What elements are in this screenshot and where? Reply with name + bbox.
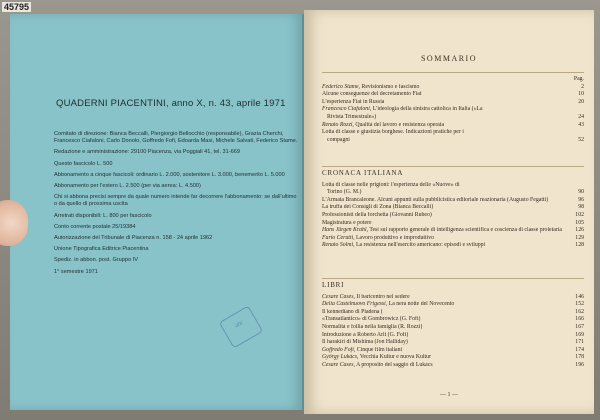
entry-author: Francesco Ciafaloni,	[322, 106, 372, 113]
entry-title: «Transatlantico» di Gombrowicz (G. Fofi)	[322, 316, 421, 323]
contents-entry	[322, 294, 584, 302]
entry-text	[322, 197, 566, 205]
entry-text	[322, 294, 566, 302]
divider	[322, 72, 584, 73]
imprint-line: Abbonamento per l'estero L. 2.500 (per via aerea: L. 4.500)	[54, 183, 201, 190]
imprint-line: Chi si abbona precisi sempre da quale numero intende far decorrere l'abbonamento: se dall'ultimo o da quello di prossima uscita	[54, 194, 297, 208]
entry-title: Vecchia Kultur e nuova Kultur	[358, 354, 431, 361]
entry-title: L'ideologia della sinistra cattolica in Italia («La	[371, 106, 483, 113]
entry-page: 52	[578, 136, 584, 143]
entry-text	[322, 309, 566, 317]
entry-text	[322, 235, 566, 243]
entry-title: Rivista Trimestrale»)	[327, 113, 377, 120]
entry-author: Renato Solmi,	[322, 242, 355, 249]
contents-entry	[322, 129, 584, 137]
entry-author: Renato Rozzi,	[322, 121, 354, 128]
contents-entry	[322, 324, 584, 332]
entry-title: Professionisti della forchetta (Giovanni Rubeo)	[322, 211, 432, 218]
contents-entry	[322, 347, 584, 355]
entry-text	[322, 129, 566, 137]
entry-title: Magistratura e potere	[322, 219, 372, 226]
entry-page: 171	[575, 339, 584, 346]
entry-author: Hans Jürgen Krahl,	[322, 227, 368, 234]
entry-text	[322, 316, 566, 324]
imprint-line: Abbonamento a cinque fascicoli: ordinario L. 2.000, sostenitore L. 3.000, benemerito L. 5.000	[54, 171, 285, 178]
entry-text	[322, 137, 566, 145]
imprint-line: Autorizzazione del Tribunale di Piacenza n. 158 - 24 aprile 1962	[54, 235, 213, 242]
entry-text	[322, 301, 566, 309]
entry-author: Delia Castelnuovo Frigessi,	[322, 301, 388, 308]
contents-entry	[322, 242, 584, 250]
entry-title: L'esperienza Fiat in Russia	[322, 98, 385, 105]
contents-entry	[322, 91, 584, 99]
entry-page: 105	[575, 219, 584, 226]
entry-page: 98	[578, 204, 584, 211]
entry-title: Tesi sul rapporto generale di intelligenza scientifica e coscienza di classe proletaria	[368, 227, 562, 234]
contents-entry	[322, 182, 584, 190]
contents-entry	[322, 227, 584, 235]
entry-text	[322, 114, 566, 122]
section-heading: CRONACA ITALIANA	[322, 169, 404, 177]
entry-title: Qualità del lavoro e resistenza operaia	[353, 121, 445, 128]
imprint-line: Arretrati disponibili: L. 800 per fascicolo	[54, 212, 152, 219]
contents-entry	[322, 301, 584, 309]
entry-page: 146	[575, 293, 584, 300]
back-cover-page	[10, 14, 304, 410]
entry-page: 43	[578, 121, 584, 128]
contents-page	[304, 10, 594, 414]
entry-page: 166	[575, 316, 584, 323]
imprint-block	[54, 131, 298, 280]
entry-title: Il kennediano di Piadena (	[322, 308, 383, 315]
entry-author: Cesare Cases,	[322, 293, 355, 300]
entry-page: 169	[575, 331, 584, 338]
entry-text	[322, 99, 566, 107]
entry-title: Cinque film italiani	[355, 346, 403, 353]
imprint-line: Redazione e amministrazione: 29100 Piacenza, via Poggiali 41, tel. 31-669	[54, 149, 240, 156]
entry-page: 129	[575, 234, 584, 241]
entry-page: 167	[575, 323, 584, 330]
entry-title: Lavoro produttivo e improduttivo	[354, 234, 435, 241]
entry-page: 102	[575, 211, 584, 218]
entry-author: Cesare Cases,	[322, 361, 355, 368]
imprint-line: Conto corrente postale 25/19384	[54, 223, 136, 230]
entry-text	[322, 122, 566, 130]
stamp-text: abc	[234, 319, 245, 330]
entry-page: 128	[575, 242, 584, 249]
entry-title: L'Armata Brancaleone. Alcuni appunti sulla pubblicistica editoriale reazionaria (Augusto Fegatti)	[322, 196, 549, 203]
contents-entry	[322, 235, 584, 243]
entry-page: 178	[575, 354, 584, 361]
entry-title: Il harakiri di Mishima (Jon Halliday)	[322, 339, 408, 346]
entry-page: 152	[575, 301, 584, 308]
journal-title: QUADERNI PIACENTINI, anno X, n. 43, aprile 1971	[56, 98, 286, 109]
entry-text	[322, 227, 566, 235]
entry-page: 126	[575, 227, 584, 234]
entry-author: Goffredo Fofi,	[322, 346, 356, 353]
imprint-line: Unione Tipografica Editrice Piacentina	[54, 246, 149, 253]
pag-header-row	[322, 76, 584, 84]
entry-title: A proposito del saggio di Lukács	[354, 361, 433, 368]
entry-text	[322, 354, 566, 362]
contents-section-main	[322, 76, 584, 144]
entry-page: 162	[575, 308, 584, 315]
contents-entry	[322, 137, 584, 145]
contents-entry	[322, 220, 584, 228]
section-heading: LIBRI	[322, 281, 345, 289]
contents-entry	[322, 339, 584, 347]
entry-title: Introduzione a Roberto Arlt (G. Fofi)	[322, 331, 409, 338]
contents-entry	[322, 122, 584, 130]
entry-text	[322, 347, 566, 355]
contents-entry	[322, 204, 584, 212]
pag-label: Pag.	[573, 76, 584, 82]
entry-page: 2	[581, 83, 584, 90]
contents-entry	[322, 309, 584, 317]
page-number: — 1 —	[440, 392, 458, 398]
imprint-line: Comitato di direzione: Bianca Beccalli, Piergiorgio Bellocchio (responsabile), Grazia Cherchi, Francesco Ciafaloni, Carlo Donolo, Goffredo Fofi, Edoarda Masi, Michele Salvati, Federico Stame.	[54, 131, 298, 145]
entry-text	[322, 332, 566, 340]
entry-title: La nera notte del Novecento	[387, 301, 455, 308]
entry-author: Furio Cerutti,	[322, 234, 355, 241]
lot-number-label: 45795	[4, 2, 30, 12]
contents-entry	[322, 114, 584, 122]
entry-author: Federico Stame,	[322, 83, 360, 90]
contents-entry	[322, 316, 584, 324]
entry-text	[322, 362, 566, 370]
entry-page: 24	[578, 113, 584, 120]
entry-title: Alcune conseguenze del decretamento Fiat	[322, 91, 422, 98]
entry-page: 20	[578, 98, 584, 105]
entry-text	[322, 212, 566, 220]
entry-text	[322, 220, 566, 228]
entry-text	[322, 106, 566, 114]
imprint-line: Spediz. in abbon. post. Gruppo IV	[54, 257, 138, 264]
entry-author: György Lukács,	[322, 354, 359, 361]
contents-entry	[322, 362, 584, 370]
entry-title: Lotta di classe e giustizia borghese. Indicazioni pratiche per i	[322, 129, 464, 136]
sommario-heading: SOMMARIO	[420, 54, 477, 63]
entry-text	[322, 204, 566, 212]
contents-entry	[322, 106, 584, 114]
entry-title: Revisionismo e fascismo	[360, 83, 420, 90]
contents-entry	[322, 332, 584, 340]
entry-title: La truffa dei Consigli di Zona (Bianca Beccalli)	[322, 204, 434, 211]
ink-stamp	[219, 306, 263, 349]
entry-text	[322, 189, 566, 197]
contents-entry	[322, 84, 584, 92]
contents-entry	[322, 212, 584, 220]
contents-section-cronaca	[322, 170, 584, 250]
entry-page: 90	[578, 189, 584, 196]
entry-page: 10	[578, 91, 584, 98]
entry-text	[322, 84, 566, 92]
entry-title: Torino (G. M.)	[327, 189, 362, 196]
contents-entry	[322, 197, 584, 205]
contents-entry	[322, 354, 584, 362]
entry-text	[322, 242, 566, 250]
entry-page: 196	[575, 361, 584, 368]
entry-text	[322, 182, 566, 190]
entry-title: Lotta di classe nelle prigioni: l'esperienza delle «Nuove» di	[322, 181, 460, 188]
entry-title: La resistenza nell'esercito americano: episodi e sviluppi	[354, 242, 486, 249]
divider	[322, 166, 584, 167]
entry-text	[322, 324, 566, 332]
entry-page: 174	[575, 346, 584, 353]
entry-page: 96	[578, 196, 584, 203]
imprint-line: Questo fascicolo L. 500	[54, 160, 113, 167]
entry-title: Il baricentro nel sedere	[354, 293, 410, 300]
entry-title: compagni	[327, 136, 350, 143]
entry-text	[322, 339, 566, 347]
entry-title: Normalità e follia nella famiglia (R. Rozzi)	[322, 323, 423, 330]
contents-entry	[322, 99, 584, 107]
entry-text	[322, 91, 566, 99]
imprint-line: 1° semestre 1971	[54, 268, 98, 275]
contents-entry	[322, 189, 584, 197]
contents-section-libri	[322, 282, 584, 370]
divider	[322, 278, 584, 279]
